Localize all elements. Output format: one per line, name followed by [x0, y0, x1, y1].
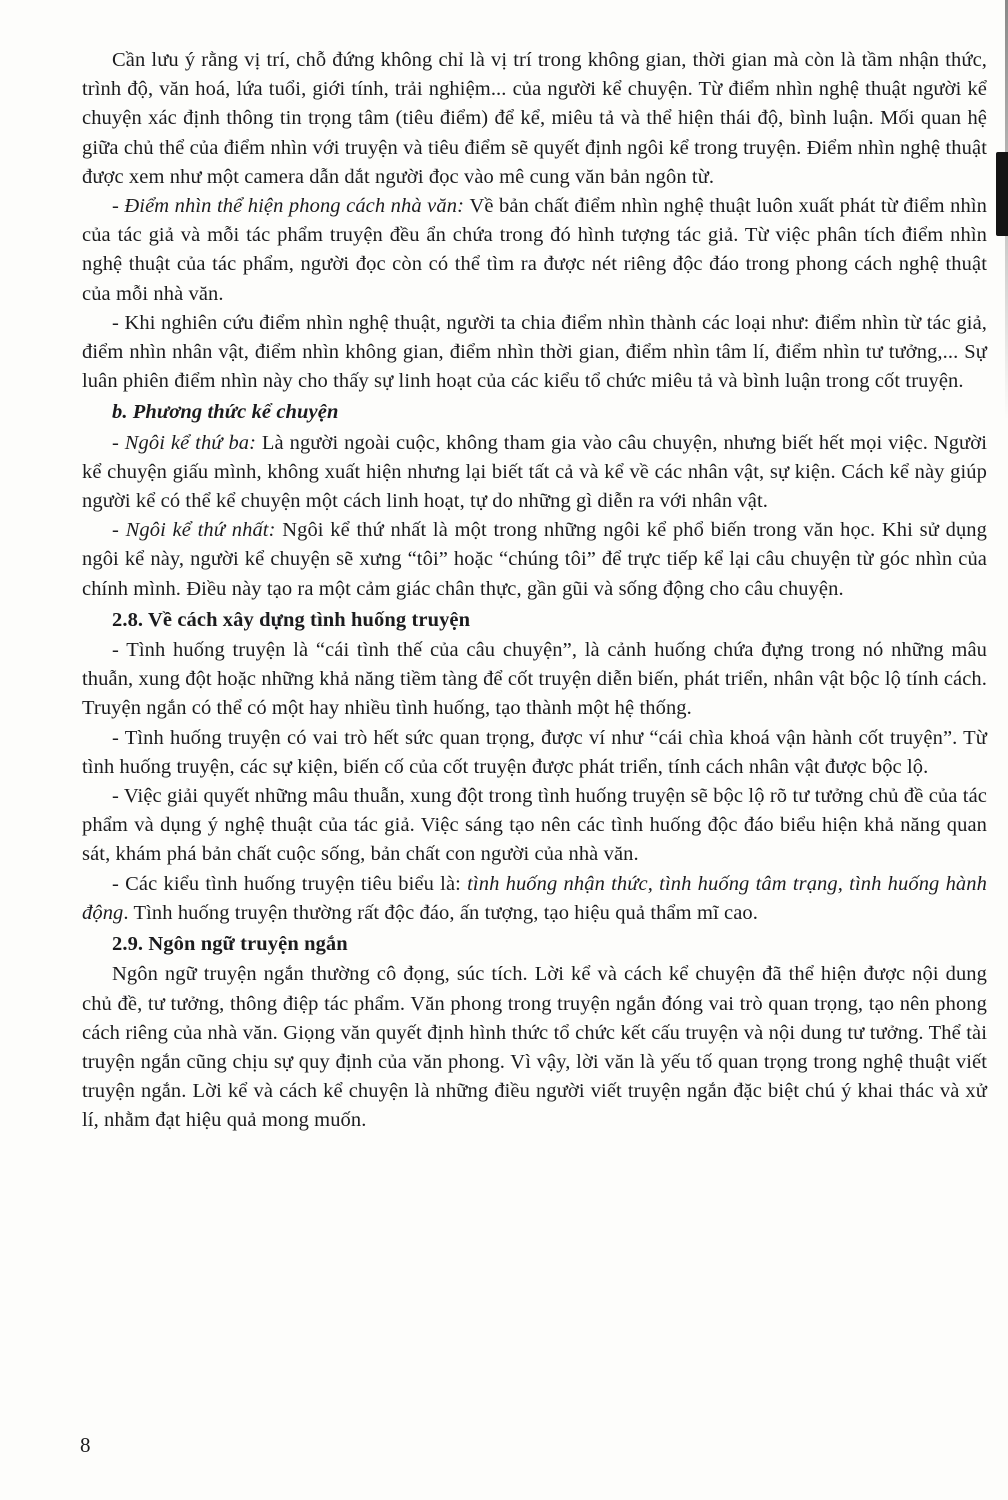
heading [82, 398, 987, 427]
text-run: - Điểm nhìn thể hiện phong cách nhà văn: [112, 195, 470, 218]
paragraph [82, 516, 987, 604]
paragraph [82, 782, 987, 870]
text-run: Ngôi kể thứ nhất là một trong những ngôi kể phổ biến trong văn học. Khi sử dụng ngôi kể này, người kể chuyện sẽ xưng “tôi” hoặc “chúng tôi” để trực tiếp kể lại câu chuyện từ góc nhìn của chính mình. Điều này tạo ra một cảm giác chân thực, gần gũi và sống động cho câu chuyện. [82, 519, 987, 600]
page-number: 8 [80, 1433, 91, 1457]
paragraph [82, 960, 987, 1135]
scan-artifact [996, 152, 1008, 236]
text-run: Cần lưu ý rằng vị trí, chỗ đứng không chỉ là vị trí trong không gian, thời gian mà còn là tầm nhận thức, trình độ, văn hoá, lứa tuổi, giới tính, trải nghiệm... của người kể chuyện. Từ điểm nhìn nghệ thuật người kể chuyện xác định thông tin trọng tâm (tiêu điểm) để kể, miêu tả và thể hiện thái độ, bình luận. Mối quan hệ giữa chủ thể của điểm nhìn với truyện và tiêu điểm sẽ quyết định ngôi kể trong truyện. Điểm nhìn nghệ thuật được xem như một camera dẫn dắt người đọc vào mê cung văn bản ngôn từ. [82, 49, 987, 188]
text-run: - Khi nghiên cứu điểm nhìn nghệ thuật, người ta chia điểm nhìn thành các loại như: điểm nhìn từ tác giả, điểm nhìn nhân vật, điểm nhìn không gian, điểm nhìn thời gian, điểm nhìn tâm lí, điểm nhìn tư tưởng,... Sự luân phiên điểm nhìn này cho thấy sự linh hoạt của các kiểu tổ chức miêu tả và bình luận trong cốt truyện. [82, 311, 987, 393]
text-run: Ngôn ngữ truyện ngắn thường cô đọng, súc tích. Lời kể và cách kể chuyện đã thể hiện được nội dung chủ đề, tư tưởng, thông điệp tác phẩm. Văn phong trong truyện ngắn đóng vai trò quan trọng, tạo nên phong cách riêng của nhà văn. Giọng văn quyết định hình thức tổ chức kết cấu truyện và nội dung tư tưởng. Thể tài truyện ngắn cũng chịu sự quy định của văn phong. Vì vậy, lời văn là yếu tố quan trọng trong nghệ thuật viết truyện ngắn. Lời kể và cách kể chuyện là những điều người viết truyện ngắn đặc biệt chú ý khai thác và xử lí, nhằm đạt hiệu quả mong muốn. [82, 963, 987, 1132]
text-run: . Tình huống truyện thường rất độc đáo, ấn tượng, tạo hiệu quả thẩm mĩ cao. [123, 901, 758, 924]
text-run: b. Phương thức kể chuyện [112, 401, 339, 424]
paragraph [82, 870, 987, 928]
text-run: - Việc giải quyết những mâu thuẫn, xung đột trong tình huống truyện sẽ bộc lộ rõ tư tưởng chủ đề của tác phẩm và dụng ý nghệ thuật của tác giả. Việc sáng tạo nên các tình huống độc đáo biểu hiện khả năng quan sát, khám phá bản chất cuộc sống, bản chất con người của nhà văn. [82, 785, 987, 866]
text-run: Là người ngoài cuộc, không tham gia vào câu chuyện, nhưng biết hết mọi việc. Người kể chuyện giấu mình, không xuất hiện nhưng lại biết tất cả và kể về các nhân vật, sự kiện. Cách kể này giúp người kể có thể kể chuyện một cách linh hoạt, tự do những gì diễn ra với nhân vật. [82, 431, 987, 513]
text-run: - Ngôi kể thứ nhất: [112, 519, 283, 542]
text-run: 2.9. Ngôn ngữ truyện ngắn [112, 933, 348, 956]
text-run: - Các kiểu tình huống truyện tiêu biểu là: [112, 872, 468, 895]
heading [82, 606, 987, 635]
text-run: - Tình huống truyện là “cái tình thế của câu chuyện”, là cảnh huống chứa đựng trong nó những mâu thuẫn, xung đột hoặc những khả năng tiềm tàng để cốt truyện diễn biến, phát triển, nhân vật bộc lộ tính cách. Truyện ngắn có thể có một hay nhiều tình huống, tạo thành một hệ thống. [82, 639, 987, 720]
text-run: Về bản chất điểm nhìn nghệ thuật luôn xuất phát từ điểm nhìn của tác giả và mỗi tác phẩm truyện đều ẩn chứa trong đó hình tượng tác giả. Từ việc phân tích điểm nhìn nghệ thuật của tác phẩm, người đọc còn có thể tìm ra được nét riêng độc đáo trong phong cách nghệ thuật của mỗi nhà văn. [82, 195, 987, 305]
paragraph [82, 429, 987, 517]
text-run: tình huống nhận thức, tình huống tâm trạng, tình huống hành động [82, 872, 987, 924]
paragraph [82, 192, 987, 309]
text-run: 2.8. Về cách xây dựng tình huống truyện [112, 608, 471, 631]
paragraph [82, 636, 987, 724]
text-run: - Tình huống truyện có vai trò hết sức quan trọng, được ví như “cái chìa khoá vận hành cốt truyện”. Từ tình huống truyện, các sự kiện, biến cố của cốt truyện được phát triển, tính cách nhân vật được bộc lộ. [82, 726, 987, 778]
paragraph [82, 46, 987, 192]
paragraph [82, 309, 987, 397]
page-content [82, 46, 987, 1136]
heading [82, 930, 987, 959]
text-run: - Ngôi kể thứ ba: [112, 431, 262, 454]
paragraph [82, 724, 987, 782]
